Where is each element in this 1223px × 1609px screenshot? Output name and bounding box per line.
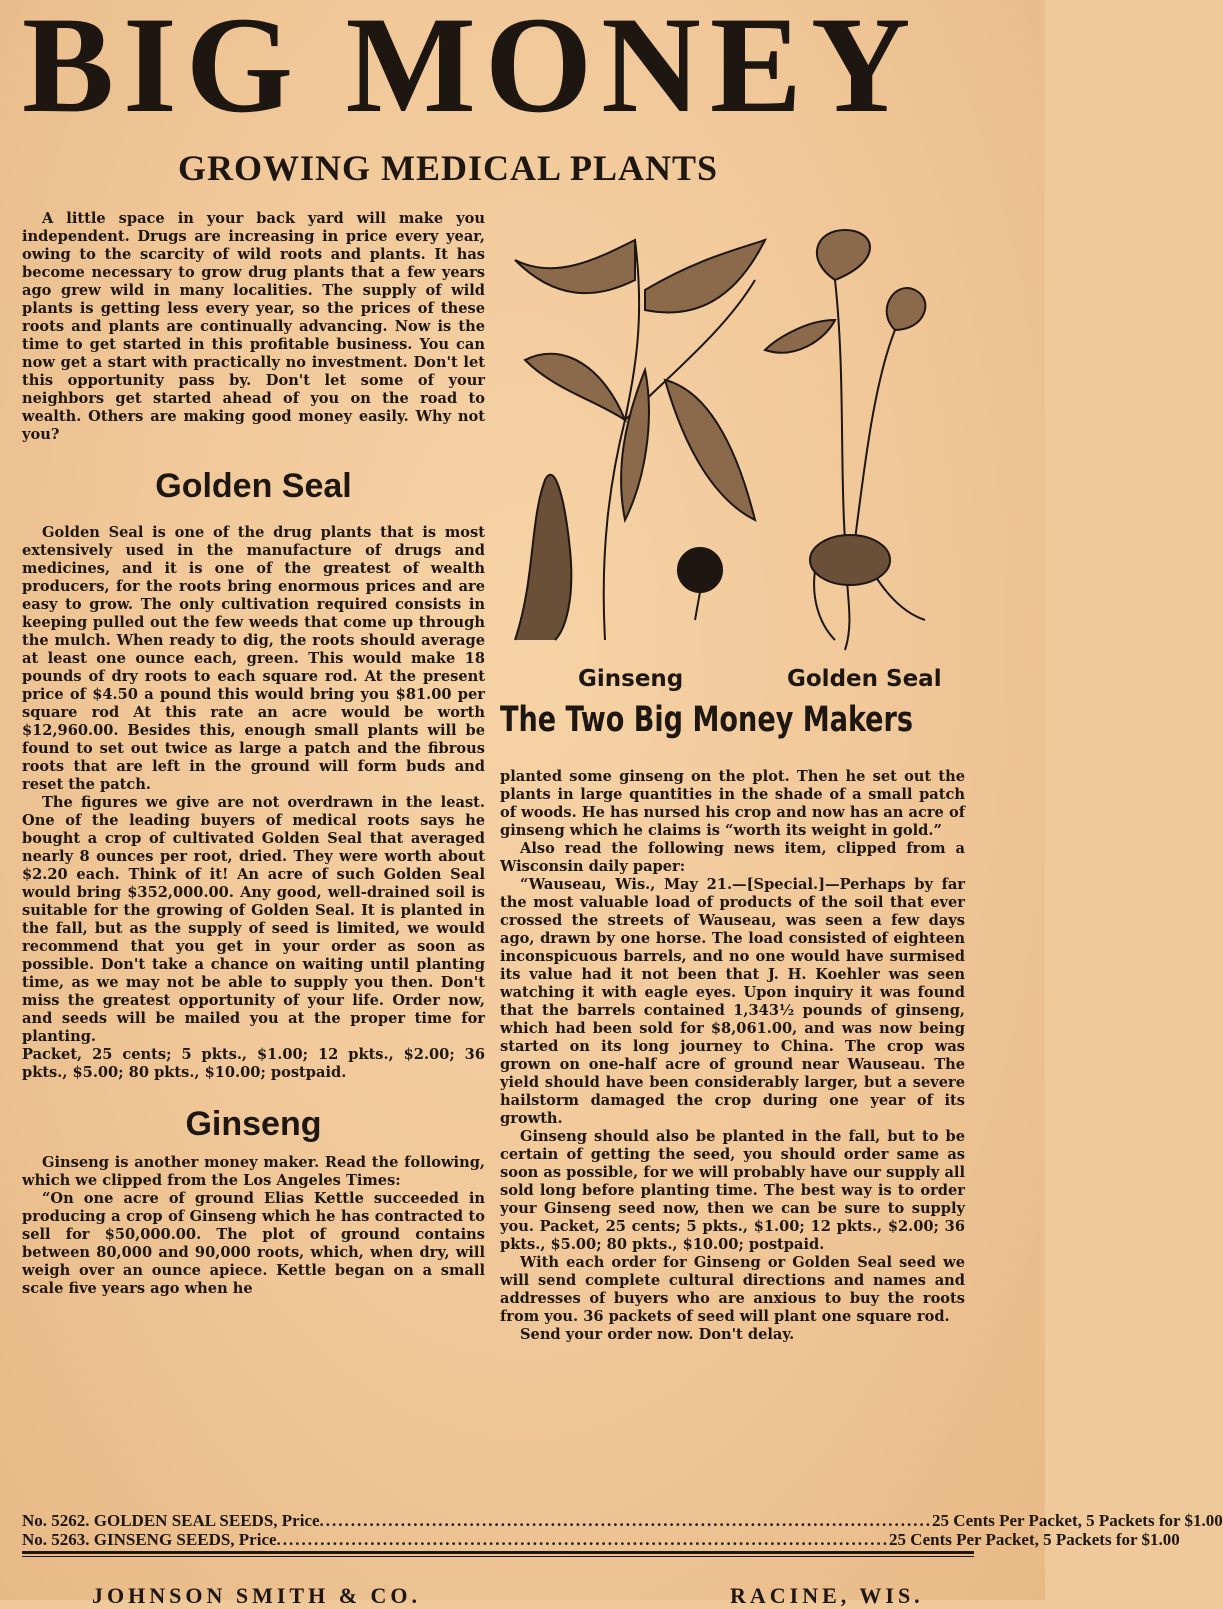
price-row-ginseng	[22, 1530, 1180, 1549]
ginseng-lead: Ginseng is another money maker. Read the following, which we clipped from the Los Angeles Times:	[22, 1154, 485, 1189]
golden-seal-paragraph: Golden Seal is one of the drug plants that is most extensively used in the manufacture of drugs and medicines, and it is one of the greatest of wealth producers, for the roots bring enormous prices and are easy to grow. The only cultivation required consists in keeping pulled out the few weeds that come up through the mulch. When ready to dig, the roots should average at least one ounce each, green. This would make 18 pounds of dry roots to each square rod. At the present price of $4.50 a pound this would bring you $81.00 per square rod At this rate an acre would be worth $12,960.00. Besides this, enough small plants will be found to set out twice as large a patch and the fibrous roots that are left in the ground will form buds and reset the patch.	[22, 524, 485, 793]
price-value: 25 Cents Per Packet, 5 Packets for $1.00	[889, 1530, 1180, 1549]
plants-illustration	[495, 220, 965, 660]
ginseng-plant-drawing	[515, 240, 765, 640]
ginseng-quote: “On one acre of ground Elias Kettle succeeded in producing a crop of Ginseng which he has contracted to sell for $50,000.00. The plot of ground contains between 80,000 and 90,000 roots, which, when dry, will weigh over an ounce apiece. Kettle began on a small scale five years ago when he	[22, 1190, 485, 1297]
footer-company: JOHNSON SMITH & CO.	[92, 1583, 422, 1608]
intro-paragraph: A little space in your back yard will make you independent. Drugs are increasing in price every year, owing to the scarcity of wild roots and plants. It has become necessary to grow drug plants that a few years ago grew wild in many localities. The supply of wild plants is getting less every year, so the prices of these roots and plants are continually advancing. Now is the time to get started in this profitable business. You can now get a start with practically no investment. Don't let this opportunity pass by. Don't let some of your neighbors get started ahead of you on the road to wealth. Others are making good money easily. Why not you?	[22, 210, 485, 443]
footer-location: RACINE, WIS.	[730, 1583, 924, 1608]
price-item: No. 5262. GOLDEN SEAL SEEDS, Price	[22, 1511, 320, 1530]
subheadline: GROWING MEDICAL PLANTS	[178, 148, 719, 188]
price-row-golden-seal	[22, 1511, 1223, 1530]
ginseng-news-item: “Wauseau, Wis., May 21.—[Special.]—Perhaps by far the most valuable load of products of the soil that ever crossed the streets of Wauseau, was seen a few days ago, drawn by one horse. The load consisted of eighteen inconspicuous barrels, and no one would have surmised its value had it not been that J. H. Koehler was seen watching it with eagle eyes. Upon inquiry it was found that the barrels contained 1,343½ pounds of ginseng, which had been sold for $8,061.00, and was now being started on its long journey to China. The crop was grown on one-half acre of ground near Wauseau. The yield should have been considerably larger, but a severe hailstorm damaged the crop during one year of its growth.	[500, 876, 965, 1127]
golden-seal-plant-drawing	[765, 230, 925, 650]
leader-dots: ..................................................................................................	[319, 1511, 933, 1530]
divider-rule-thin	[22, 1556, 974, 1557]
golden-seal-prices: Packet, 25 cents; 5 pkts., $1.00; 12 pkts., $2.00; 36 pkts., $5.00; 80 pkts., $10.00; postpaid.	[22, 1046, 485, 1081]
ginseng-caption: Ginseng	[578, 666, 684, 692]
offer-paragraph: With each order for Ginseng or Golden Seal seed we will send complete cultural directions and names and addresses of buyers who are anxious to buy the roots from you. 36 packets of seed will plant one square rod.	[500, 1254, 965, 1325]
right-column	[500, 768, 965, 1344]
ginseng-heading: Ginseng	[185, 1105, 322, 1143]
golden-seal-heading: Golden Seal	[155, 467, 352, 505]
two-big-money-makers-banner: The Two Big Money Makers	[500, 700, 914, 740]
leader-dots: ..................................................................................................	[276, 1530, 890, 1549]
closing-line: Send your order now. Don't delay.	[520, 1326, 795, 1343]
price-value: 25 Cents Per Packet, 5 Packets for $1.00	[932, 1511, 1223, 1530]
left-column	[22, 210, 485, 1298]
divider-rule	[22, 1551, 974, 1554]
golden-seal-caption: Golden Seal	[787, 666, 942, 692]
ginseng-also: Also read the following news item, clipped from a Wisconsin daily paper:	[500, 840, 965, 875]
golden-seal-paragraph: The figures we give are not overdrawn in the least. One of the leading buyers of medical roots says he bought a crop of cultivated Golden Seal that averaged nearly 8 ounces per root, dried. They were worth about $2.20 each. Think of it! An acre of such Golden Seal would bring $352,000.00. Any good, well-drained soil is suitable for the growing of Golden Seal. It is planted in the fall, but as the supply of seed is limited, we would recommend that you get in your order as soon as possible. Don't take a chance on waiting until planting time, as we may not be able to supply you then. Don't miss the greatest opportunity of your life. Order now, and seeds will be mailed you at the proper time for planting.	[22, 794, 485, 1045]
headline: BIG MONEY	[22, 0, 920, 141]
price-item: No. 5263. GINSENG SEEDS, Price	[22, 1530, 277, 1549]
ginseng-fall-planting: Ginseng should also be planted in the fall, but to be certain of getting the seed, you should order same as soon as possible, for we will probably have our supply all sold long before planting time. The best way is to order your Ginseng seed now, then we can be sure to supply you. Packet, 25 cents; 5 pkts., $1.00; 12 pkts., $2.00; 36 pkts., $5.00; 80 pkts., $10.00; postpaid.	[500, 1128, 965, 1253]
ginseng-quote-continued: planted some ginseng on the plot. Then he set out the plants in large quantities in the shade of a small patch of woods. He has nursed his crop and now has an acre of ginseng which he claims is “worth its weight in gold.”	[500, 768, 965, 839]
